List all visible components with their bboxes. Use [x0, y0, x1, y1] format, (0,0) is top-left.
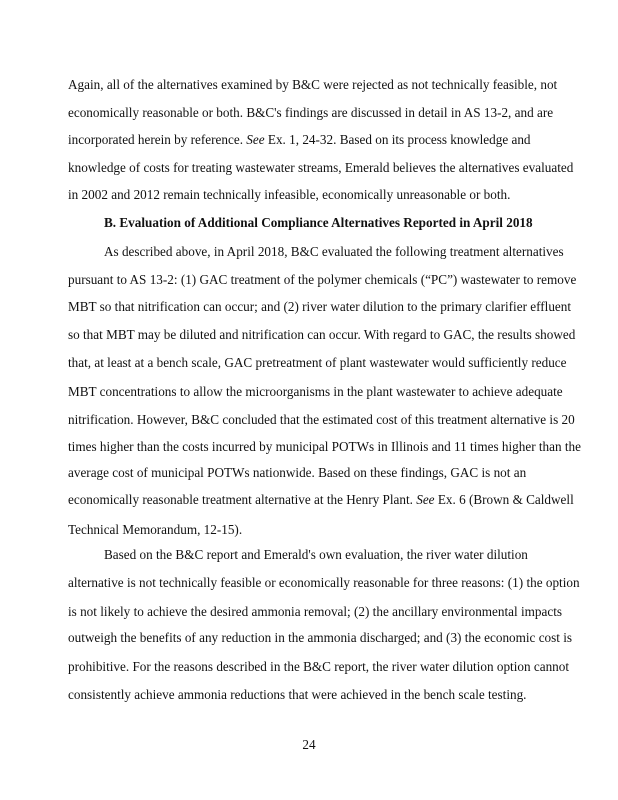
page-number: 24 [302, 737, 316, 752]
text-line: MBT concentrations to allow the microorganisms in the plant wastewater to achieve adequate [68, 384, 563, 399]
text-line: in 2002 and 2012 remain technically infeasible, economically unreasonable or both. [68, 187, 511, 202]
text-line: is not likely to achieve the desired ammonia removal; (2) the ancillary environmental impacts [68, 604, 563, 619]
text-line: prohibitive. For the reasons described in the B&C report, the river water dilution option cannot [68, 659, 570, 674]
text-line: average cost of municipal POTWs nationwide. Based on these findings, GAC is not an [68, 465, 527, 480]
text-line: knowledge of costs for treating wastewater streams, Emerald believes the alternatives evaluated [68, 160, 574, 175]
text-line: economically reasonable treatment alternative at the Henry Plant. See Ex. 6 (Brown & Caldwell [68, 492, 574, 507]
text-line: Based on the B&C report and Emerald's own evaluation, the river water dilution [104, 547, 528, 562]
text-line: outweigh the benefits of any reduction in the ammonia discharged; and (3) the economic cost is [68, 630, 573, 645]
text-line: that, at least at a bench scale, GAC pretreatment of plant wastewater would sufficiently reduce [68, 355, 567, 370]
text-line: MBT so that nitrification can occur; and (2) river water dilution to the primary clarifier effluent [68, 299, 572, 314]
text-line: nitrification. However, B&C concluded that the estimated cost of this treatment alternative is 20 [68, 412, 575, 427]
section-heading: B. Evaluation of Additional Compliance Alternatives Reported in April 2018 [104, 215, 533, 230]
text-line: alternative is not technically feasible or economically reasonable for three reasons: (1) the option [68, 575, 580, 590]
text-line: times higher than the costs incurred by municipal POTWs in Illinois and 11 times higher than the [68, 439, 581, 454]
text-line: economically reasonable or both. B&C's findings are discussed in detail in AS 13-2, and are [68, 105, 554, 120]
text-line: consistently achieve ammonia reductions that were achieved in the bench scale testing. [68, 687, 527, 702]
text-line: As described above, in April 2018, B&C evaluated the following treatment alternatives [104, 244, 564, 259]
text-line: Technical Memorandum, 12-15). [68, 522, 243, 537]
text-line: pursuant to AS 13-2: (1) GAC treatment of the polymer chemicals (“PC”) wastewater to remove [68, 272, 577, 287]
text-line: incorporated herein by reference. See Ex. 1, 24-32. Based on its process knowledge and [68, 132, 531, 147]
text-line: Again, all of the alternatives examined by B&C were rejected as not technically feasible, not [68, 77, 558, 92]
text-line: so that MBT may be diluted and nitrification can occur. With regard to GAC, the results showed [68, 327, 576, 342]
